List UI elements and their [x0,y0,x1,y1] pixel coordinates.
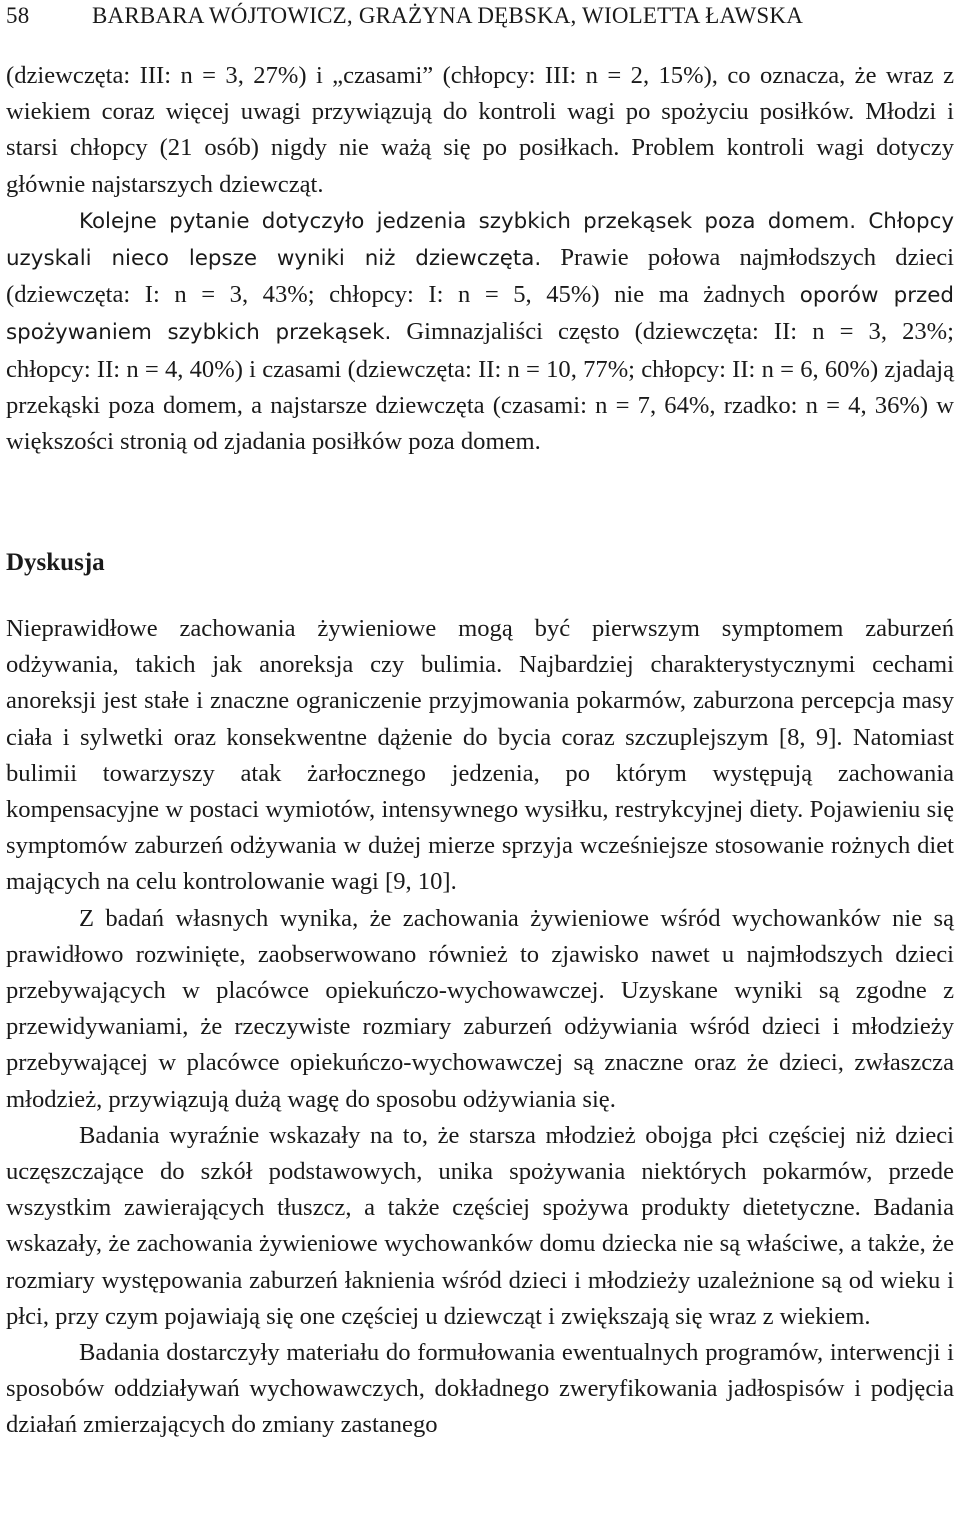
snack-results-text-cont: Gimnazjaliści często (dziewczęta: II: n = 3, 23%; chłopcy: II: n = 4, 40%) i czasami (dziewczęta: II: n = 10, 77%; chłopcy: II: n = 6, 60%) zjadają przekąski poza domem, a najstarsze dziewczęta (czasami: n = 7, 64%, rzadko: n = 4, 36%) w większości stronią od zjadania posiłków poza domem. [6,318,954,456]
discussion-paragraph: Badania dostarczyły materiału do formułowania ewentualnych programów, interwencji i sposobów oddziaływań wychowawczych, dokładnego zweryfikowania jadłospisów i podjęcia działań zmierzających do zmiany zastanego [6,1339,954,1439]
section-heading-discussion: Dyskusja [6,549,105,576]
snack-results-text-sans: oporów przed spożywaniem szybkich przekąsek. [6,283,955,346]
discussion-paragraph: Badania wyraźnie wskazały na to, że starsza młodzież obojga płci częściej niż dzieci uczęszczające do szkół podstawowych, unika spożywania niektórych pokarmów, przede wszystkim zawierających tłuszcz, a także częściej spożywa produkty dietetyczne. Badania wskazały, że zachowania żywieniowe wychowanków domu dziecka nie są właściwe, a także, że rozmiary występowania zaburzeń łaknienia wśród dzieci i młodzieży uzależnione są od wieku i płci, przy czym pojawiają się one częściej u dziewcząt i zwiększają się wraz z wiekiem. [6,1121,954,1330]
running-header [6,0,954,36]
discussion-paragraph: Nieprawidłowe zachowania żywieniowe mogą być pierwszym symptomem zaburzeń odżywania, takich jak anoreksja czy bulimia. Najbardziej charakterystycznymi cechami anoreksji jest stałe i znaczne ograniczenie przyjmowania pokarmów, zaburzona percepcja masy ciała i sylwetki oraz konsekwentne dążenie do bycia coraz szczuplejszym [8, 9]. Natomiast bulimii towarzyszy atak żarłocznego jedzenia, po którym występują zachowania kompensacyjne w postaci wymiotów, intensywnego wysiłku, restrykcyjnej diety. Pojawieniu się symptomów zaburzeń odżywania w dużej mierze sprzyja wcześniejsze stosowanie rożnych diet mających na celu kontrolowanie wagi [9, 10]. [6,615,954,896]
page-number: 58 [6,3,30,28]
running-header-authors: BARBARA WÓJTOWICZ, GRAŻYNA DĘBSKA, WIOLETTA ŁAWSKA [92,3,804,28]
results-section [6,58,954,460]
discussion-section [6,611,954,1444]
results-paragraph-snacks [6,203,954,460]
discussion-paragraph: Z badań własnych wynika, że zachowania żywieniowe wśród wychowanków nie są prawidłowo rozwinięte, zaobserwowano również to zjawisko nawet u najmłodszych dzieci przebywających w placówce opiekuńczo-wychowawczej. Uzyskane wyniki są zgodne z przewidywaniami, że rzeczywiste rozmiary zaburzeń odżywiania wśród dzieci i młodzieży przebywającej w placówce opiekuńczo-wychowawczej są znaczne oraz że dzieci, zwłaszcza młodzież, przywiązują dużą wagę do sposobu odżywiania się. [6,904,954,1113]
results-paragraph: (dziewczęta: III: n = 3, 27%) i „czasami” (chłopcy: III: n = 2, 15%), co oznacza, że wraz z wiekiem coraz więcej uwagi przywiązują do kontroli wagi po spożyciu posiłków. Młodzi i starsi chłopcy (21 osób) nigdy nie ważą się po posiłkach. Problem kontroli wagi dotyczy głównie najstarszych dziewcząt. [6,62,954,198]
snack-results-text: Prawie połowa najmłodszych dzieci (dziewczęta: I: n = 3, 43%; chłopcy: I: n = 5, 45%) nie ma żadnych [6,244,954,309]
snack-question-text: Kolejne pytanie dotyczyło jedzenia szybkich przekąsek poza domem. Chłopcy uzyskali nieco lepsze wyniki niż dziewczęta. [6,208,954,272]
